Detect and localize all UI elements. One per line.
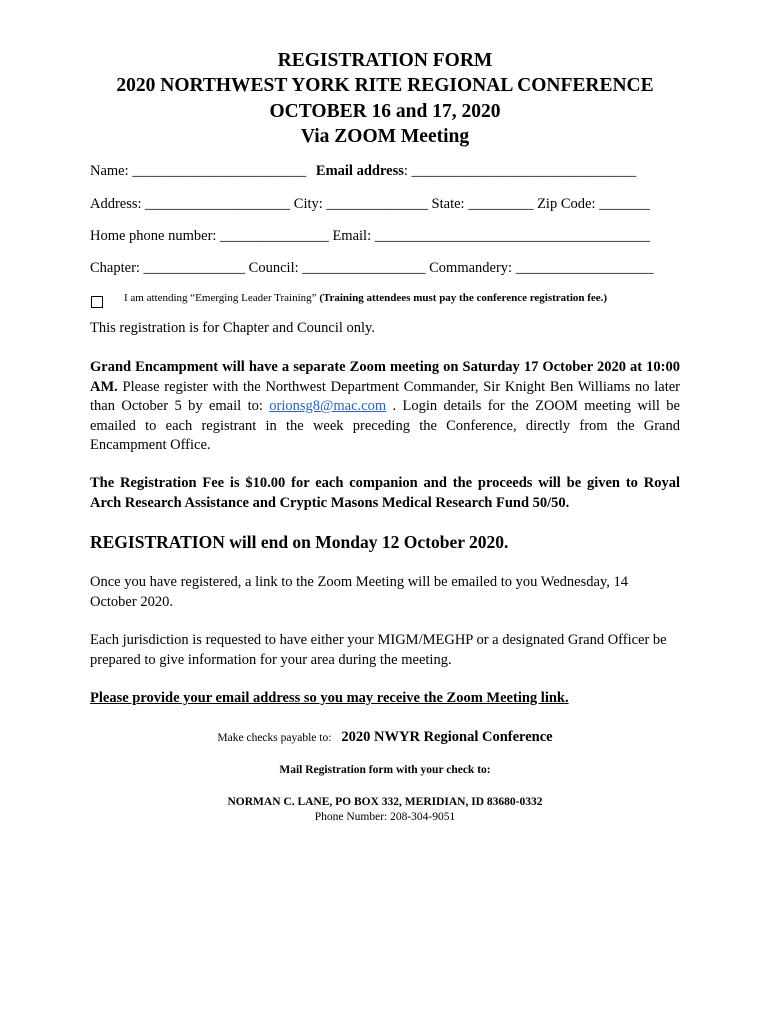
email-address-label: Email address <box>315 163 404 179</box>
name-field[interactable]: Name: ________________________ <box>90 163 307 179</box>
phone-email-row[interactable]: Home phone number: _______________ Email: ______________________________________ <box>90 228 651 244</box>
name-email-row[interactable] <box>90 163 636 180</box>
meeting-venue: Via ZOOM Meeting <box>300 126 470 147</box>
training-fee-note: (Training attendees must pay the conference registration fee.) <box>319 292 608 304</box>
registration-fee-paragraph: The Registration Fee is $10.00 for each companion and the proceeds will be given to Royal Arch Research Assistance and Cryptic Masons Medical Research Fund 50/50. <box>90 475 680 511</box>
commander-email-link[interactable]: orionsg8@mac.com <box>269 398 387 414</box>
emerging-leader-label: I am attending “Emerging Leader Training” <box>124 292 317 304</box>
provide-email-notice: Please provide your email address so you may receive the Zoom Meeting link. <box>90 690 569 706</box>
registration-deadline: REGISTRATION will end on Monday 12 October 2020. <box>90 532 509 552</box>
checks-payable-row <box>0 728 770 746</box>
emerging-leader-text <box>124 292 607 304</box>
mailing-address: NORMAN C. LANE, PO BOX 332, MERIDIAN, ID 83680-0332 <box>227 796 543 808</box>
address-row[interactable]: Address: ____________________ City: ______________ State: _________ Zip Code: _______ <box>90 196 650 212</box>
grand-encampment-text: Please register with the Northwest Department Commander, Sir Knight Ben Williams no later than October 5 by email to: <box>90 378 680 414</box>
conference-dates: OCTOBER 16 and 17, 2020 <box>269 101 501 122</box>
chapter-council-commandery-row[interactable]: Chapter: ______________ Council: _________________ Commandery: ___________________ <box>90 260 654 276</box>
checks-payee: 2020 NWYR Regional Conference <box>341 729 553 745</box>
grand-encampment-paragraph <box>90 358 680 456</box>
conference-name: 2020 NORTHWEST YORK RITE REGIONAL CONFERENCE <box>116 75 654 96</box>
form-title: REGISTRATION FORM <box>277 50 493 71</box>
phone-number: Phone Number: 208-304-9051 <box>314 811 456 823</box>
grand-encampment-text-2: . Login details for the ZOOM meeting will be emailed to each registrant in the week preceding the Conference, directly from the Grand Encampment Office. <box>90 398 680 453</box>
grand-encampment-heading: Grand Encampment will have a separate Zoom meeting on Saturday 17 October 2020 at 10:00 AM. <box>90 359 680 395</box>
mail-instructions: Mail Registration form with your check to: <box>279 764 491 776</box>
email-address-field[interactable]: : _______________________________ <box>403 163 637 179</box>
jurisdiction-info: Each jurisdiction is requested to have either your MIGM/MEGHP or a designated Grand Officer be prepared to give information for your area during the meeting. <box>90 632 667 668</box>
zoom-link-info: Once you have registered, a link to the Zoom Meeting will be emailed to you Wednesday, 14 October 2020. <box>90 574 629 610</box>
checks-payable-label: Make checks payable to: <box>217 732 332 744</box>
emerging-leader-checkbox[interactable] <box>91 296 103 308</box>
chapter-council-note: This registration is for Chapter and Council only. <box>90 320 375 336</box>
